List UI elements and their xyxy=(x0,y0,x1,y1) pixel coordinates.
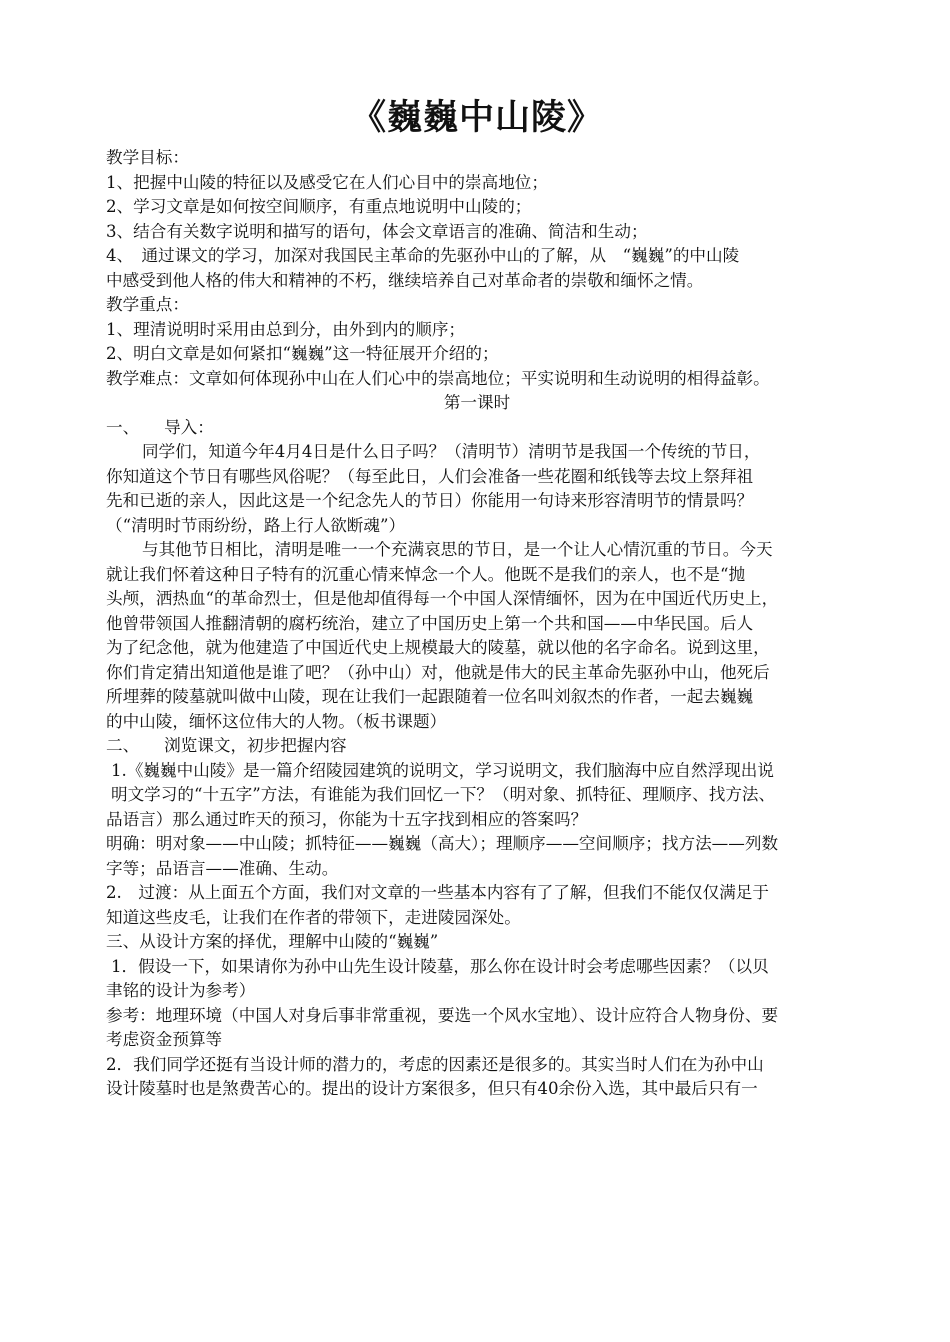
text-line: 1．假设一下，如果请你为孙中山先生设计陵墓，那么你在设计时会考虑哪些因素？（以贝 xyxy=(111,956,769,976)
document-body xyxy=(106,146,848,1102)
text-line: 4、 通过课文的学习，加深对我国民主革命的先驱孙中山的了解，从 “巍巍”的中山陵 xyxy=(106,246,740,265)
text-line: 教学重点： xyxy=(106,295,189,314)
text-line: 2、明白文章是如何紧扣“巍巍”这一特征展开介绍的； xyxy=(106,344,499,363)
document-page xyxy=(106,92,848,1102)
text-line: 教学目标： xyxy=(106,148,189,167)
text-line: 先和已逝的亲人，因此这是一个纪念先人的节日）你能用一句诗来形容清明节的情景吗？ xyxy=(106,491,754,510)
document-title: 《巍巍中山陵》 xyxy=(350,97,603,138)
text-line: 品语言）那么通过昨天的预习，你能为十五字找到相应的答案吗？ xyxy=(106,809,588,829)
text-line: 你知道这个节日有哪些风俗呢？（每至此日，人们会准备一些花圈和纸钱等去坟上祭拜祖 xyxy=(106,466,754,486)
text-line: 就让我们怀着这种日子特有的沉重心情来悼念一个人。他既不是我们的亲人，也不是“抛 xyxy=(106,564,746,584)
text-line: 参考：地理环境（中国人对身后事非常重视，要选一个风水宝地）、设计应符合人物身份、要 xyxy=(106,1005,779,1025)
text-line: 与其他节日相比，清明是唯一一个充满哀思的节日，是一个让人心情沉重的节日。今天 xyxy=(142,540,773,559)
text-line: （“清明时节雨纷纷，路上行人欲断魂”） xyxy=(106,515,406,535)
text-line: 二、 浏览课文，初步把握内容 xyxy=(106,736,347,755)
text-line: 第一课时 xyxy=(443,393,511,412)
text-line: 教学难点：文章如何体现孙中山在人们心中的崇高地位；平实说明和生动说明的相得益彰。 xyxy=(106,368,770,388)
text-line: 所埋葬的陵墓就叫做中山陵，现在让我们一起跟随着一位名叫刘叙杰的作者，一起去巍巍 xyxy=(106,687,754,706)
text-line: 他曾带领国人推翻清朝的腐朽统治，建立了中国历史上第一个共和国——中华民国。后人 xyxy=(106,613,754,633)
text-line: 明确：明对象——中山陵；抓特征——巍巍（高大）；理顺序——空间顺序；找方法——列数 xyxy=(106,834,779,853)
text-line: 头颅，洒热血“的革命烈士，但是他却值得每一个中国人深情缅怀，因为在中国近代历史上， xyxy=(106,589,779,608)
text-line: 2. 过渡：从上面五个方面，我们对文章的一些基本内容有了了解，但我们不能仅仅满足于 xyxy=(106,883,769,902)
text-line: 的中山陵，缅怀这位伟大的人物。（板书课题） xyxy=(106,711,447,731)
text-line: 2、学习文章是如何按空间顺序，有重点地说明中山陵的； xyxy=(106,197,532,216)
text-line: 聿铭的设计为参考） xyxy=(106,981,256,1000)
text-line: 你们肯定猜出知道他是谁了吧？（孙中山）对，他就是伟大的民主革命先驱孙中山，他死后 xyxy=(106,662,770,682)
text-line: 1、把握中山陵的特征以及感受它在人们心目中的崇高地位； xyxy=(106,172,548,192)
text-line: 2．我们同学还挺有当设计师的潜力的，考虑的因素还是很多的。其实当时人们在为孙中山 xyxy=(106,1054,764,1074)
text-line: 同学们，知道今年4月4日是什么日子吗？（清明节）清明节是我国一个传统的节日， xyxy=(142,442,761,461)
text-line: 知道这些皮毛，让我们在作者的带领下，走进陵园深处。 xyxy=(106,907,521,927)
text-line: 1.《巍巍中山陵》是一篇介绍陵园建筑的说明文，学习说明文，我们脑海中应自然浮现出说 xyxy=(111,760,774,780)
text-line: 3、结合有关数字说明和描写的语句，体会文章语言的准确、简洁和生动； xyxy=(106,221,648,241)
text-line: 为了纪念他，就为他建造了中国近代史上规模最大的陵墓，就以他的名字命名。说到这里， xyxy=(106,638,770,657)
text-line: 设计陵墓时也是煞费苦心的。提出的设计方案很多，但只有40余份入选，其中最后只有一 xyxy=(106,1079,758,1098)
text-line: 考虑资金预算等 xyxy=(106,1030,223,1049)
text-line: 一、 导入： xyxy=(106,417,214,437)
text-line: 明文学习的“十五字”方法，有谁能为我们回忆一下？（明对象、抓特征、理顺序、找方法、 xyxy=(111,785,776,804)
text-line: 三、从设计方案的择优，理解中山陵的“巍巍” xyxy=(106,932,439,951)
text-line: 字等；品语言——准确、生动。 xyxy=(106,858,339,878)
text-line: 中感受到他人格的伟大和精神的不朽，继续培养自己对革命者的崇敬和缅怀之情。 xyxy=(106,270,704,290)
text-line: 1、理清说明时采用由总到分，由外到内的顺序； xyxy=(106,319,466,339)
